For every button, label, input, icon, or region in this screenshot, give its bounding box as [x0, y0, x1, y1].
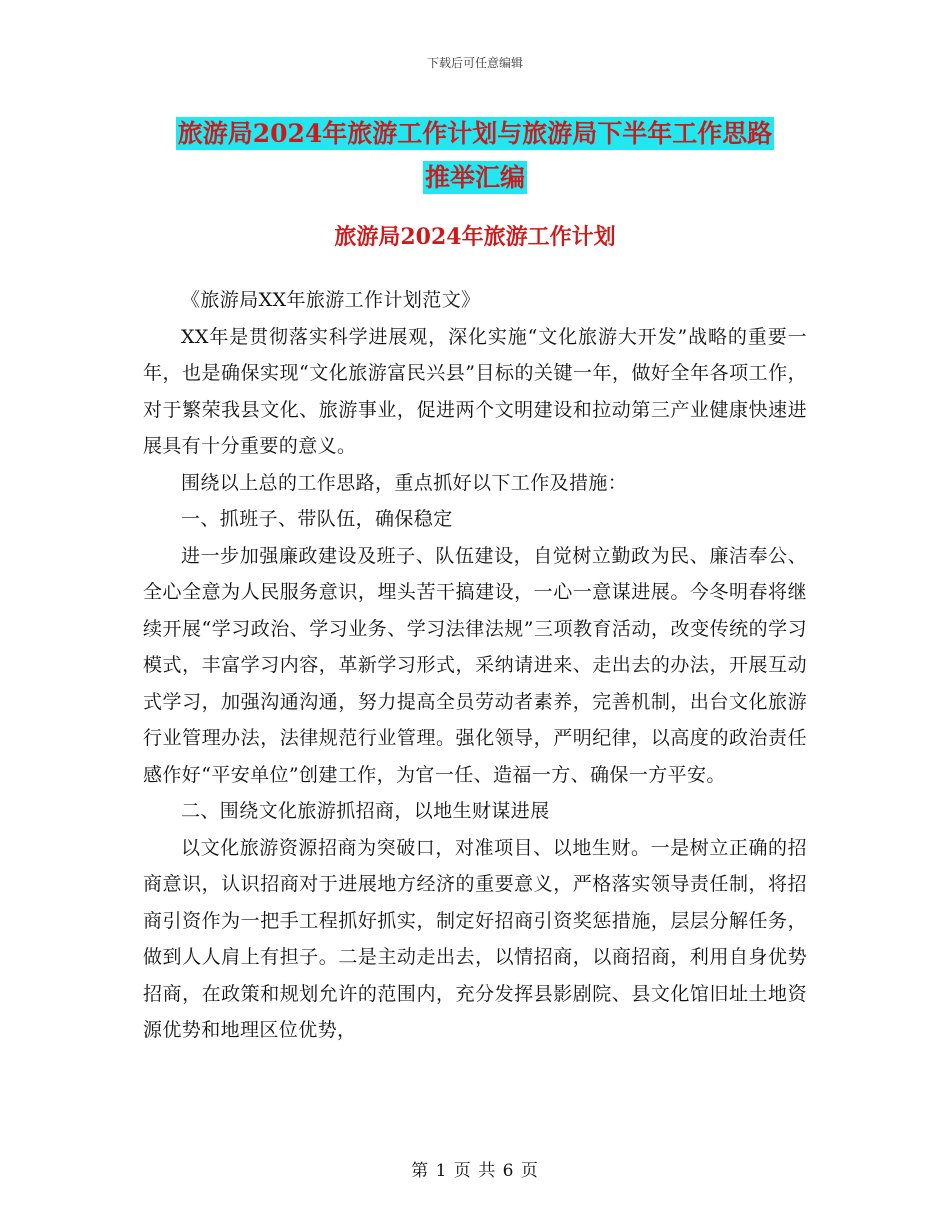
document-title-line2: 推举汇编 [424, 163, 525, 192]
paragraph-overview: 围绕以上总的工作思路，重点抓好以下工作及措施： [181, 471, 628, 494]
section-title: 旅游局2024年旅游工作计划 [334, 224, 616, 250]
heading-item-1: 一、抓班子、带队伍，确保稳定 [181, 508, 453, 530]
paragraph-item-2: 以文化旅游资源招商为突破口，对准项目、以地生财。一是树立正确的招商意识，认识招商对于进展地方经济的重要意义，严格落实领导责任制，将招商引资作为一把手工程抓好抓实，制定好招商引资奖惩措施，层层分解任务，做到人人肩上有担子。二是主动走出去，以情招商，以商招商，利用自身优势招商，在政策和规划允许的范围内，充分发挥县影剧院、县文化馆旧址土地资源优势和地理区位优势， [143, 836, 807, 1041]
heading-item-2: 二、围绕文化旅游抓招商，以地生财谋进展 [181, 800, 550, 822]
document-title [0, 112, 950, 200]
paragraph-intro: XX年是贯彻落实科学进展观，深化实施“文化旅游大开发”战略的重要一年，也是确保实现“文化旅游富民兴县”目标的关键一年，做好全年各项工作，对于繁荣我县文化、旅游事业，促进两个文明建设和拉动第三产业健康快速进展具有十分重要的意义。 [143, 325, 807, 457]
document-body [143, 282, 807, 1049]
paragraph-item-1: 进一步加强廉政建设及班子、队伍建设，自觉树立勤政为民、廉洁奉公、全心全意为人民服务意识，埋头苦干搞建设，一心一意谋进展。今冬明春将继续开展“学习政治、学习业务、学习法律法规”三项教育活动，改变传统的学习模式，丰富学习内容，革新学习形式，采纳请进来、走出去的办法，开展互动式学习，加强沟通沟通，努力提高全员劳动者素养，完善机制，出台文化旅游行业管理办法，法律规范行业管理。强化领导，严明纪律，以高度的政治责任感作好“平安单位”创建工作，为官一任、造福一方、确保一方平安。 [143, 544, 807, 786]
header-note: 下载后可任意编辑 [426, 56, 523, 70]
document-title-line1: 旅游局2024年旅游工作计划与旅游局下半年工作思路 [177, 119, 773, 148]
paragraph-source: 《旅游局XX年旅游工作计划范文》 [181, 289, 481, 311]
page-footer: 第 1 页 共 6 页 [411, 1161, 539, 1181]
